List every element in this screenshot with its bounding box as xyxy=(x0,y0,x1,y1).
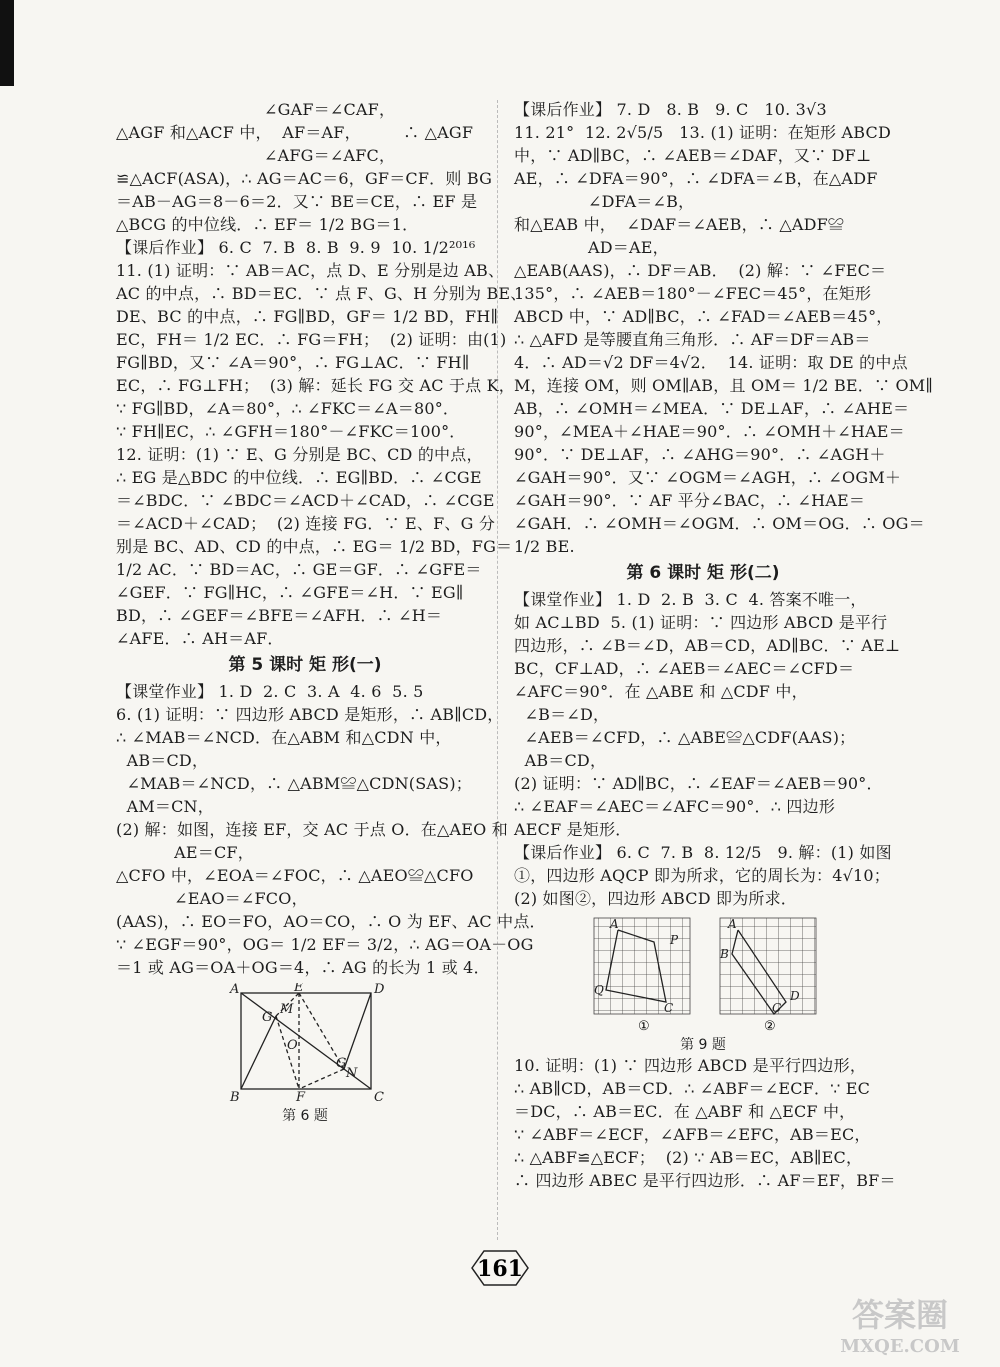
text-line: ∠AEB＝∠CFD，∴ △ABE≌△CDF(AAS)； xyxy=(514,728,856,747)
text-line: ∵ FG∥BD，∠A＝80°，∴ ∠FKC＝∠A＝80°． xyxy=(116,399,460,418)
text-line: △CFO 中，∠EOA＝∠FOC，∴ △AEO≌△CFO xyxy=(116,866,474,885)
text-line: ≌△ACF(ASA)，∴ AG＝AC＝6，GF＝CF．则 BG xyxy=(116,169,493,188)
text-line: ∠GAH＝90°．∵ AF 平分∠BAC，∴ ∠HAE＝ xyxy=(514,491,866,510)
right-text-block-2 xyxy=(514,588,901,910)
figure-9-2-point-label: C xyxy=(772,1001,782,1015)
section-5-title: 第 5 课时 矩 形(一) xyxy=(228,655,382,675)
figure-6-diagram xyxy=(116,983,494,1103)
text-line: 12. 证明：(1) ∵ E、G 分别是 BC、CD 的中点， xyxy=(116,445,483,464)
text-line: EC，FH＝ 1/2 EC．∴ FG＝FH； (2) 证明：由(1) xyxy=(116,330,507,349)
text-line: 90°，∠MEA＋∠HAE＝90°．∴ ∠OMH＋∠HAE＝ xyxy=(514,422,905,441)
text-line: ∠AFC＝90°．在 △ABE 和 △CDF 中， xyxy=(514,682,808,701)
text-line: ∵ FH∥EC，∴ ∠GFH＝180°－∠FKC＝100°． xyxy=(116,422,466,441)
text-line: AC 的中点，∴ BD＝EC．∵ 点 F、G、H 分别为 BE、 xyxy=(116,284,527,303)
figure-9-caption: 第 9 题 xyxy=(680,1037,726,1053)
text-line: DE、BC 的中点，∴ FG∥BD，GF＝ 1/2 BD，FH∥ xyxy=(116,307,499,326)
text-line: ∵ ∠EGF＝90°，OG＝ 1/2 EF＝ 3/2，∴ AG＝OA－OG xyxy=(116,935,534,954)
text-line: ∴ △AFD 是等腰直角三角形．∴ AF＝DF＝AB＝ xyxy=(514,330,871,349)
text-line: 和△EAB 中， ∠DAF＝∠AEB，∴ △ADF≌ xyxy=(514,215,845,234)
figure-6-point-label: N xyxy=(346,1066,358,1081)
text-line: ∠GAH＝90°．又∵ ∠OGM＝∠AGH，∴ ∠OGM＋ xyxy=(514,468,902,487)
text-line: ∠EAO＝∠FCO， xyxy=(116,889,308,908)
text-line: AB＝CD， xyxy=(514,751,607,770)
text-line: ∠GAF＝∠CAF， xyxy=(116,100,396,119)
text-line: ∴ EG 是△BDC 的中位线．∴ EG∥BD．∴ ∠CGE xyxy=(116,468,482,487)
text-line: (AAS)，∴ EO＝FO，AO＝CO，∴ O 为 EF、AC 中点． xyxy=(116,912,546,931)
text-line: AE＝CF， xyxy=(116,843,254,862)
text-line: AM＝CN， xyxy=(116,797,214,816)
text-line: BD，∴ ∠GEF＝∠BFE＝∠AFH．∴ ∠H＝ xyxy=(116,606,443,625)
text-line: ∠AFE．∴ AH＝AF． xyxy=(116,629,284,648)
text-line: ＝∠ACD＋∠CAD； (2) 连接 FG．∵ E、F、G 分 xyxy=(116,514,496,533)
figure-6-point-label: F xyxy=(296,1090,306,1103)
text-line: 1/2 AC．∵ BD＝AC，∴ GE＝GF．∴ ∠GFE＝ xyxy=(116,560,482,579)
binding-edge xyxy=(0,0,14,86)
figure-9 xyxy=(514,914,892,1054)
text-line: 别是 BC、AD、CD 的中点，∴ EG＝ 1/2 BD，FG＝ xyxy=(116,537,513,556)
text-line: AB＝CD， xyxy=(116,751,209,770)
text-line: 【课堂作业】 1. D 2. C 3. A 4. 6 5. 5 xyxy=(116,682,424,701)
text-line: AD＝AE， xyxy=(514,238,669,257)
figure-6-point-label: C xyxy=(374,1090,384,1103)
text-line: ∴ ∠EAF＝∠AEC＝∠AFC＝90°．∴ 四边形 xyxy=(514,797,836,816)
text-line: (2) 解：如图，连接 EF，交 AC 于点 O．在△AEO 和 xyxy=(116,820,508,839)
text-line: EC，∴ FG⊥FH； (3) 解：延长 FG 交 AC 于点 K， xyxy=(116,376,515,395)
figure-6-point-label: O xyxy=(287,1038,298,1053)
figure-6-point-label: D xyxy=(374,983,385,997)
text-line: FG∥BD，又∵ ∠A＝90°，∴ FG⊥AC．∵ FH∥ xyxy=(116,353,470,372)
figure-9-diagram xyxy=(514,914,892,1032)
text-line: ∠GAH．∴ ∠OMH＝∠OGM．∴ OM＝OG．∴ OG＝ xyxy=(514,514,925,533)
page-number: 161 xyxy=(477,1256,523,1282)
right-text-block-3 xyxy=(514,1054,896,1192)
figure-9-2-point-label: D xyxy=(790,989,800,1003)
text-line: 90°．∵ DE⊥AF，∴ ∠AHG＝90°．∴ ∠AGH＋ xyxy=(514,445,886,464)
text-line: 【课堂作业】 1. D 2. B 3. C 4. 答案不唯一， xyxy=(514,590,867,609)
text-line: 【课后作业】 7. D 8. B 9. C 10. 3√3 xyxy=(514,100,827,119)
text-line: 6. (1) 证明：∵ 四边形 ABCD 是矩形，∴ AB∥CD， xyxy=(116,705,504,724)
text-line: ①，四边形 AQCP 即为所求，它的周长为：4√10； xyxy=(514,866,890,885)
text-line: ∴ AB∥CD，AB＝CD．∴ ∠ABF＝∠ECF．∵ EC xyxy=(514,1079,871,1098)
text-line: AB，∴ ∠OMH＝∠MEA．∵ DE⊥AF，∴ ∠AHE＝ xyxy=(514,399,910,418)
text-line: AECF 是矩形． xyxy=(514,820,632,839)
watermark-bottom: MXQE.COM xyxy=(840,1336,960,1357)
text-line: △AGF 和△ACF 中， AF＝AF， ∴ △AGF xyxy=(116,123,474,142)
text-line: 四边形，∴ ∠B＝∠D，AB＝CD，AD∥BC．∵ AE⊥ xyxy=(514,636,901,655)
figure-6-point-label: G xyxy=(336,1056,347,1071)
figure-6-caption: 第 6 题 xyxy=(282,1108,328,1124)
grid-2 xyxy=(720,918,816,1014)
text-line: ＝∠BDC．∵ ∠BDC＝∠ACD＋∠CAD，∴ ∠CGE xyxy=(116,491,495,510)
text-line: ∴ 四边形 ABEC 是平行四边形．∴ AF＝EF，BF＝ xyxy=(514,1171,896,1190)
figure-9-sub2-label: ② xyxy=(764,1019,776,1032)
text-line: ＝AB－AG＝8－6＝2．又∵ BE＝CE，∴ EF 是 xyxy=(116,192,478,211)
text-line: △BCG 的中位线．∴ EF＝ 1/2 BG＝1． xyxy=(116,215,419,234)
text-line: △EAB(AAS)，∴ DF＝AB． (2) 解：∵ ∠FEC＝ xyxy=(514,261,887,280)
text-line: 1/2 BE. xyxy=(514,537,575,556)
figure-9-2-point-label: B xyxy=(720,947,729,961)
figure-9-1-point-label: C xyxy=(664,1001,674,1015)
figure-6-point-label: E xyxy=(294,983,304,995)
text-line: (2) 如图②，四边形 ABCD 即为所求． xyxy=(514,889,798,908)
text-line: ∠B＝∠D， xyxy=(514,705,610,724)
figure-6-point-label: A xyxy=(230,983,240,997)
watermark-top: 答案圈 xyxy=(851,1296,949,1334)
text-line: ∵ ∠ABF＝∠ECF，∠AFB＝∠EFC，AB＝EC， xyxy=(514,1125,871,1144)
figure-9-2-point-label: A xyxy=(728,917,737,931)
text-line: 如 AC⊥BD 5. (1) 证明：∵ 四边形 ABCD 是平行 xyxy=(514,613,888,632)
left-text-block-2 xyxy=(116,680,546,979)
text-line: 4．∴ AD＝√2 DF＝4√2． 14. 证明：取 DE 的中点 xyxy=(514,353,908,372)
figure-9-sub1-label: ① xyxy=(638,1019,650,1032)
text-line: AE，∴ ∠DFA＝90°，∴ ∠DFA＝∠B，在△ADF xyxy=(514,169,878,188)
text-line: ＝1 或 AG＝OA＋OG＝4，∴ AG 的长为 1 或 4． xyxy=(116,958,490,977)
figure-9-1-point-label: A xyxy=(610,917,619,931)
figure-9-1-point-label: P xyxy=(670,933,679,947)
text-line: ＝DC，∴ AB＝EC．在 △ABF 和 △ECF 中， xyxy=(514,1102,856,1121)
text-line: ∠GEF．∵ FG∥HC，∴ ∠GFE＝∠H．∵ EG∥ xyxy=(116,583,464,602)
text-line: ∠AFG＝∠AFC， xyxy=(116,146,396,165)
text-line: ∴ ∠MAB＝∠NCD．在△ABM 和△CDN 中， xyxy=(116,728,452,747)
figure-6-point-label: B xyxy=(230,1090,240,1103)
text-line: ∠DFA＝∠B， xyxy=(514,192,695,211)
text-line: ∴ △ABF≌△ECF； (2) ∵ AB＝EC，AB∥EC， xyxy=(514,1148,863,1167)
watermark xyxy=(810,1290,990,1360)
section-6-title: 第 6 课时 矩 形(二) xyxy=(626,563,780,583)
figure-6 xyxy=(116,983,494,1125)
text-line: 10. 证明：(1) ∵ 四边形 ABCD 是平行四边形， xyxy=(514,1056,867,1075)
text-line: BC，CF⊥AD，∴ ∠AEB＝∠AEC＝∠CFD＝ xyxy=(514,659,855,678)
text-line: 11. (1) 证明：∵ AB＝AC，点 D、E 分别是边 AB、 xyxy=(116,261,505,280)
right-column xyxy=(514,98,933,1192)
figure-6-point-label: M xyxy=(280,1002,294,1017)
left-text-block-1 xyxy=(116,98,527,650)
text-line: M，连接 OM，则 OM∥AB，且 OM＝ 1/2 BE．∵ OM∥ xyxy=(514,376,933,395)
figure-9-1-point-label: Q xyxy=(594,983,604,997)
page-number-badge xyxy=(466,1247,534,1289)
text-line: ∠MAB＝∠NCD，∴ △ABM≌△CDN(SAS)； xyxy=(116,774,472,793)
text-line: 【课后作业】 6. C 7. B 8. 12/5 9. 解：(1) 如图 xyxy=(514,843,892,862)
text-line: 135°，∴ ∠AEB＝180°－∠FEC＝45°，在矩形 xyxy=(514,284,872,303)
figure-6-point-label: G xyxy=(262,1010,273,1025)
text-line: 中，∵ AD∥BC，∴ ∠AEB＝∠DAF，又∵ DF⊥ xyxy=(514,146,872,165)
text-line: 11. 21° 12. 2√5/5 13. (1) 证明：在矩形 ABCD xyxy=(514,123,892,142)
right-text-block-1 xyxy=(514,98,933,558)
text-line: ABCD 中，∵ AD∥BC，∴ ∠FAD＝∠AEB＝45°， xyxy=(514,307,893,326)
text-line: (2) 证明：∵ AD∥BC，∴ ∠EAF＝∠AEB＝90°． xyxy=(514,774,883,793)
text-line: 【课后作业】 6. C 7. B 8. B 9. 9 10. 1/2²⁰¹⁶ xyxy=(116,238,476,257)
